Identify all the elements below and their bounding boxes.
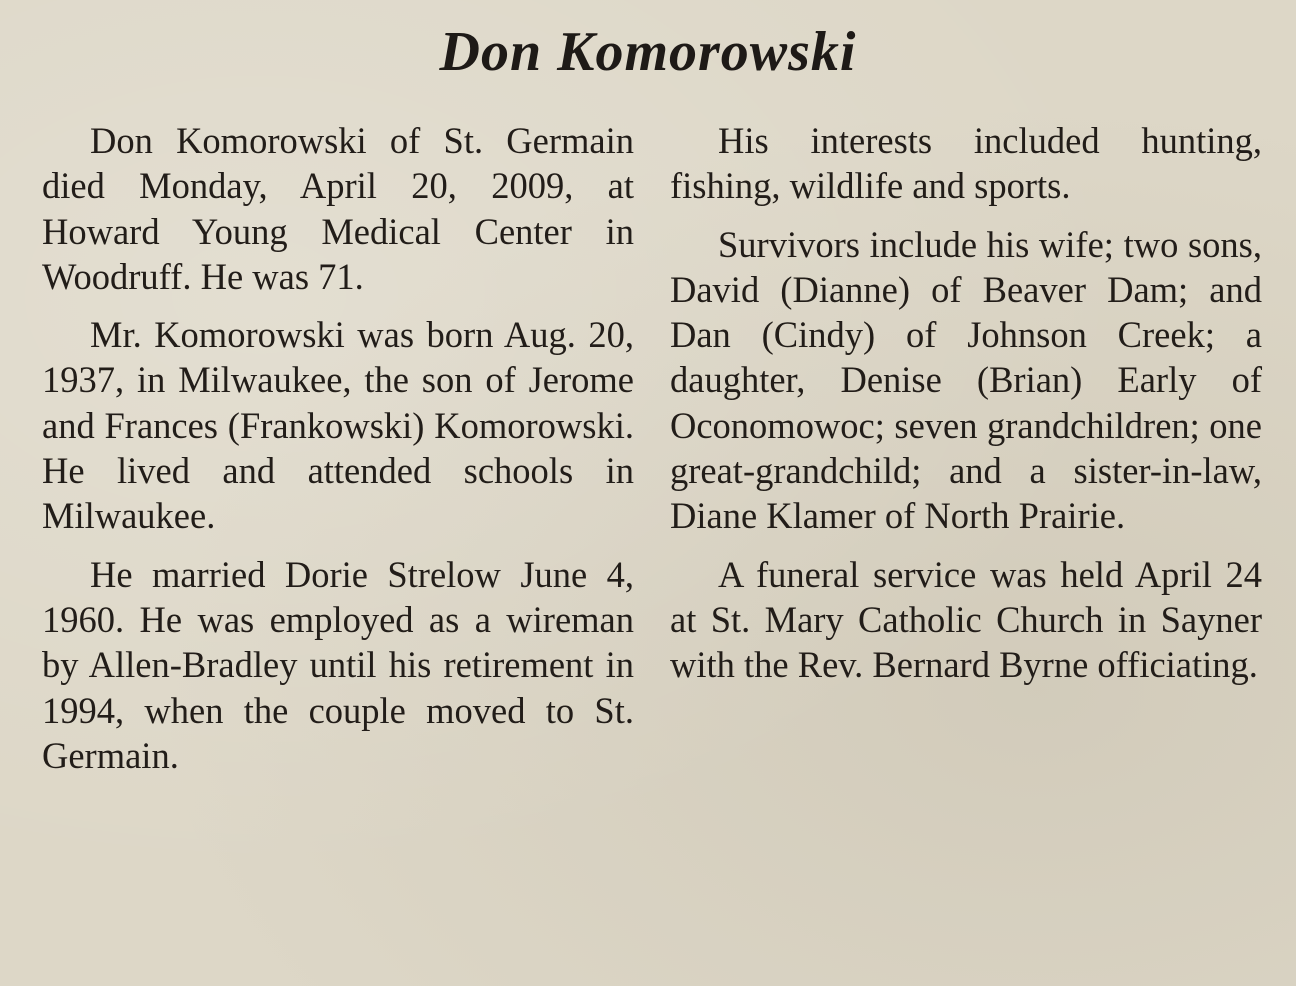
article-headline: Don Komorowski: [439, 21, 857, 83]
paragraph-funeral: A funeral service was held April 24 at St. Mary Catholic Church in Sayner with the Rev. Bernard Byrne officiating.: [670, 553, 1262, 686]
right-column: [670, 118, 1262, 701]
paragraph-death-notice: Don Komorowski of St. Germain died Monday, April 20, 2009, at Howard Young Medical Center in Woodruff. He was 71.: [42, 120, 634, 297]
paragraph-birth: Mr. Komorowski was born Aug. 20, 1937, in Milwaukee, the son of Jerome and Frances (Frankowski) Komorowski. He lived and attended schools in Milwaukee.: [42, 314, 634, 537]
paragraph-marriage-career: He married Dorie Strelow June 4, 1960. He was employed as a wireman by Allen-Bradley until his retirement in 1994, when the couple moved to St. Germain.: [42, 553, 634, 776]
paragraph-interests: His interests included hunting, fishing, wildlife and sports.: [670, 120, 1262, 207]
paragraph-survivors: Survivors include his wife; two sons, David (Dianne) of Beaver Dam; and Dan (Cindy) of Johnson Creek; a daughter, Denise (Brian) Early of Oconomowoc; seven grandchildren; one great-grandchild; and a sister-in-law, Diane Klamer of North Prairie.: [670, 223, 1262, 537]
left-column: [42, 118, 634, 791]
